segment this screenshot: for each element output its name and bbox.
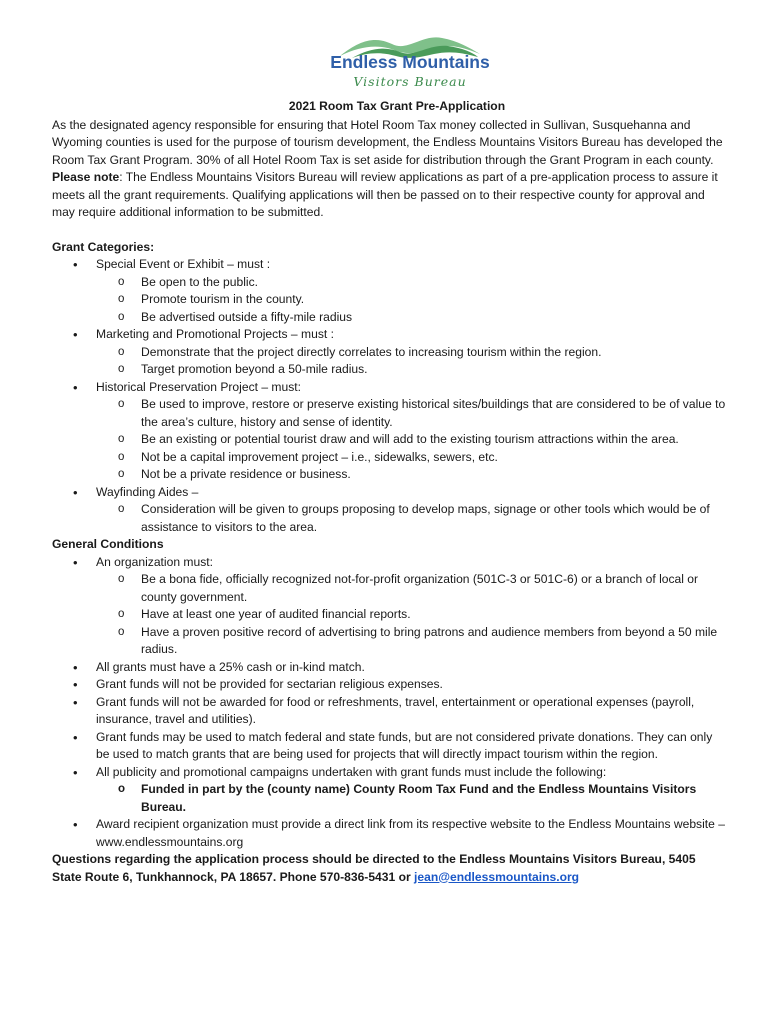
sub-list-item: o Funded in part by the (county name) County Room Tax Fund and the Endless Mountains Visitors Bureau. [96, 781, 728, 816]
sub-list-item: o Demonstrate that the project directly correlates to increasing tourism within the region. [96, 344, 728, 362]
list-item: • Grant funds will not be provided for sectarian religious expenses. [52, 676, 728, 694]
sub-list-item: o Promote tourism in the county. [96, 291, 728, 309]
list-item: • All grants must have a 25% cash or in-kind match. [52, 659, 728, 677]
document-page [52, 30, 728, 886]
intro-note-label: Please note [52, 170, 120, 184]
list-item: • Grant funds will not be awarded for food or refreshments, travel, entertainment or operational expenses (payroll, insurance, travel and utilities). [52, 694, 728, 729]
endless-mountains-logo [330, 30, 490, 98]
category-label: Wayfinding Aides – [96, 484, 199, 499]
sub-list-item: o Have a proven positive record of advertising to bring patrons and audience members from beyond a 50 mile radius. [96, 624, 728, 659]
contact-footer [52, 851, 728, 886]
sub-list-item: o Be advertised outside a fifty-mile radius [96, 309, 728, 327]
condition-label: All publicity and promotional campaigns undertaken with grant funds must include the following: [96, 764, 607, 779]
category-label: Marketing and Promotional Projects – must : [96, 327, 334, 341]
sub-list-item: o Target promotion beyond a 50-mile radius. [96, 361, 728, 379]
intro-text-1: As the designated agency responsible for ensuring that Hotel Room Tax money collected in Sullivan, Susquehanna and Wyoming counties is used for the purpose of tourism development, the Endless Mountains Visitors Bureau has developed the Room Tax Grant Program. 30% of all Hotel Room Tax is set aside for distribution through the Grant Program in each county. [52, 117, 723, 167]
email-link[interactable]: jean@endlessmountains.org [414, 869, 580, 884]
list-item: • Award recipient organization must provide a direct link from its respective website to the Endless Mountains website – www.endlessmountains.org [52, 816, 728, 851]
sub-list-item: o Not be a capital improvement project – i.e., sidewalks, sewers, etc. [96, 449, 728, 467]
sub-list-item: o Consideration will be given to groups proposing to develop maps, signage or other tools which would be of assistance to visitors to the area. [96, 501, 728, 536]
sub-list-item: o Have at least one year of audited financial reports. [96, 606, 728, 624]
sub-list [96, 571, 728, 659]
sub-list-item: o Be a bona fide, officially recognized not-for-profit organization (501C-3 or 501C-6) or a branch of local or county government. [96, 571, 728, 606]
sub-list-item: o Not be a private residence or business. [96, 466, 728, 484]
footer-text: Questions regarding the application process should be directed to the Endless Mountains Visitors Bureau, 5405 State Route 6, Tunkhannock, PA 18657. Phone 570-836-5431 or [52, 852, 696, 884]
sub-list [96, 781, 728, 816]
grant-categories-list [52, 256, 728, 536]
intro-paragraph [52, 117, 728, 222]
intro-text-2: : The Endless Mountains Visitors Bureau will review applications as part of a pre-application process to assure it meets all the grant requirements. Qualifying applications will then be passed on to their respective county for approval and may require additional information to be submitted. [52, 170, 718, 219]
logo-subtitle: Visitors Bureau [353, 74, 467, 89]
list-item [52, 379, 728, 484]
page-title: 2021 Room Tax Grant Pre-Application [288, 99, 506, 113]
list-item [52, 554, 728, 659]
sub-list [96, 396, 728, 484]
list-item [52, 484, 728, 537]
general-conditions-list [52, 554, 728, 852]
general-conditions-heading: General Conditions [52, 537, 164, 551]
sub-list-item: o Be used to improve, restore or preserve existing historical sites/buildings that are considered to be of value to the area’s culture, history and sense of identity. [96, 396, 728, 431]
list-item: • Grant funds may be used to match federal and state funds, but are not considered private donations. They can only be used to match grants that are being used for projects that will directly impact tourism within the region. [52, 729, 728, 764]
sub-list-item: o Be an existing or potential tourist draw and will add to the existing tourism attractions within the area. [96, 431, 728, 449]
category-label: Special Event or Exhibit – must : [96, 257, 271, 271]
sub-list [96, 344, 728, 379]
sub-list [96, 274, 728, 327]
logo-title: Endless Mountains [330, 52, 490, 72]
sub-list [96, 501, 728, 536]
list-item [52, 256, 728, 326]
condition-label: An organization must: [96, 554, 213, 569]
list-item [52, 326, 728, 379]
sub-list-item: o Be open to the public. [96, 274, 728, 292]
list-item [52, 764, 728, 817]
category-label: Historical Preservation Project – must: [96, 379, 301, 394]
grant-categories-heading: Grant Categories: [52, 239, 155, 254]
